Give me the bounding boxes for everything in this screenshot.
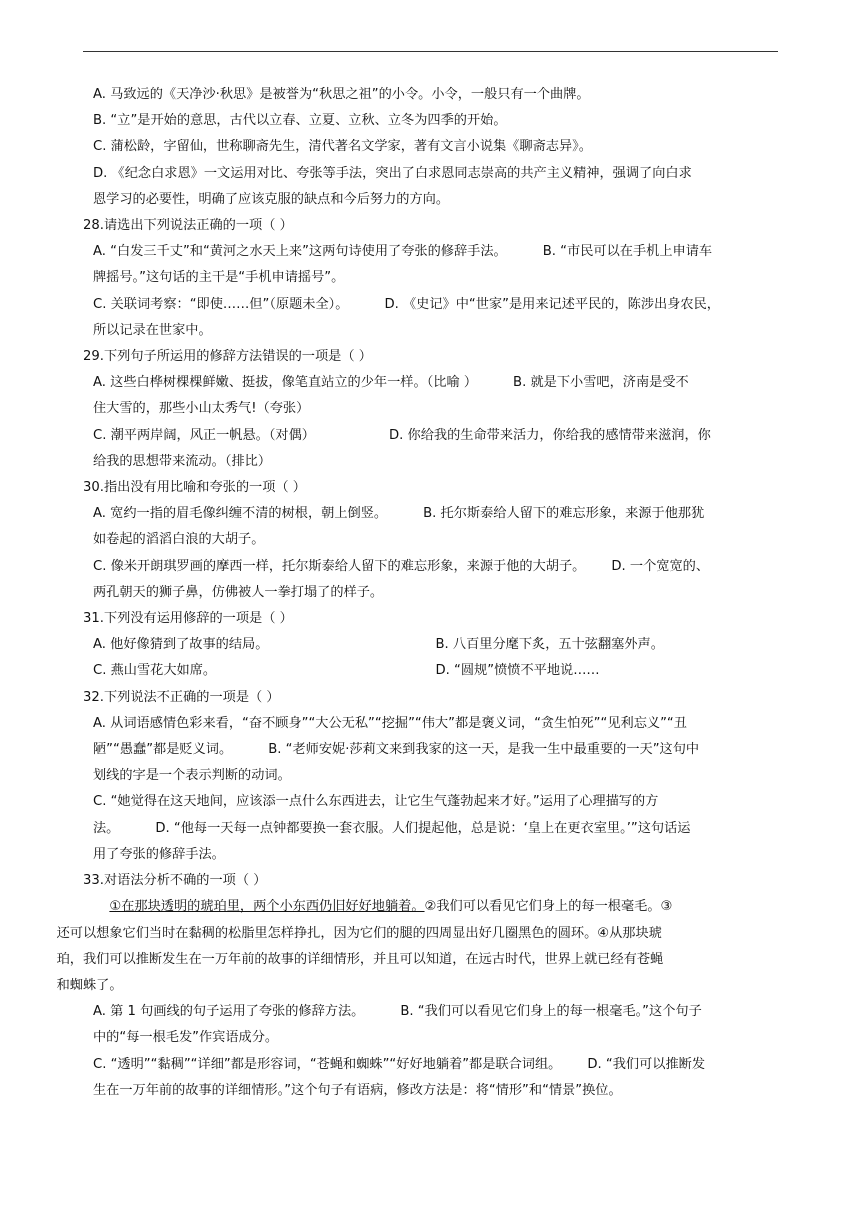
q32-option-b-end: 划线的字是一个表示判断的动词。 [93,768,291,784]
q29-option-b-start: B. 就是下小雪吧，济南是受不 [513,375,689,391]
q32-option-a-start: A. 从词语感情色彩来看，“奋不顾身”“大公无私”“挖掘”“伟大”都是褒义词，“贪生怕死”“见利忘义”“丑 [93,715,687,731]
q33-option-c: C. “透明”“黏稠”“详细”都是形容词，“苍蝇和蜘蛛”“好好地躺着”都是联合词组。 [93,1056,562,1072]
q31-stem: 31.下列没有运用修辞的一项是（ ） [83,611,293,627]
q31-option-d: D. “圆规”愤愤不平地说…… [435,663,600,679]
q27-option-d-line2: 恩学习的必要性，明确了应该克服的缺点和今后努力的方向。 [93,191,450,207]
q28-option-d-start: D. 《史记》中“世家”是用来记述平民的，陈涉出身农民， [384,296,720,312]
q32-option-c-start: C. “她觉得在这天地间，应该添一点什么东西进去，让它生气蓬勃起来才好。”运用了心理描写的方 [93,794,659,810]
q33-options-ab [83,999,778,1051]
q33-passage-underlined: ①在那块透明的琥珀里，两个小东西仍旧好好地躺着。 [109,899,425,915]
q27-option-d [83,161,778,213]
q33-option-a: A. 第 1 句画线的句子运用了夸张的修辞方法。 [93,1004,365,1020]
q28-option-a: A. “白发三千丈”和“黄河之水天上来”这两句诗使用了夸张的修辞手法。 [93,244,507,260]
q32-options-ab [83,711,778,790]
header-rule [83,51,778,52]
q29-options-cd [83,423,778,475]
document-body [56,82,778,1104]
q32-options-cd [83,789,778,868]
q28-option-b-start: B. “市民可以在手机上申请车 [542,244,713,260]
q31-options-ab [83,632,778,658]
q33-option-b-start: B. “我们可以看见它们身上的每一根毫毛。”这个句子 [400,1004,702,1020]
q32-option-a-end: 陋”“愚蠢”都是贬义词。 [93,742,233,758]
q29-stem: 29.下列句子所运用的修辞方法错误的一项是（ ） [83,349,372,365]
q30-option-d-start: D. 一个宽宽的、 [611,558,710,574]
q29-option-d-end: 给我的思想带来流动。（排比） [93,453,272,469]
q31-options-cd [83,658,778,684]
q27-option-c: C. 蒲松龄，字留仙，世称聊斋先生，清代著名文学家，著有文言小说集《聊斋志异》。 [93,139,592,155]
q33-passage-part2: 还可以想象它们当时在黏稠的松脂里怎样挣扎，因为它们的腿的四周显出好几圈黑色的圆环。④从那块琥 [56,925,662,941]
q33-passage [56,894,778,999]
q28-option-c: C. 关联词考察：“即使……但”（原题未全）。 [93,296,349,312]
q33-passage-part1: ②我们可以看见它们身上的每一根毫毛。③ [424,899,673,915]
q27-option-b: B. “立”是开始的意思，古代以立春、立夏、立秋、立冬为四季的开始。 [93,113,507,129]
q30-option-c: C. 像米开朗琪罗画的摩西一样，托尔斯泰给人留下的难忘形象，来源于他的大胡子。 [93,558,586,574]
q31-option-c: C. 燕山雪花大如席。 [93,663,217,679]
q28-option-b-end: 牌摇号。”这句话的主干是“手机申请摇号”。 [93,270,345,286]
q29-option-d-start: D. 你给我的生命带来活力，你给我的感情带来滋润，你 [389,427,711,443]
q32-option-d-start: D. “他每一天每一点钟都要换一套衣服。人们提起他，总是说：‘皇上在更衣室里。’”这句话运 [155,820,691,836]
q28-stem: 28.请选出下列说法正确的一项（ ） [83,218,293,234]
q32-stem: 32.下列说法不正确的一项是（ ） [83,689,280,705]
q33-option-d-end: 生在一万年前的故事的详细情形。”这个句子有语病，修改方法是：将“情形”和“情景”换位。 [93,1082,622,1098]
q32-option-b-start: B. “老师安妮·莎莉文来到我家的这一天，是我一生中最重要的一天”这句中 [268,742,700,758]
q31-option-a: A. 他好像猜到了故事的结局。 [93,637,269,653]
q32-option-d-end: 用了夸张的修辞手法。 [93,846,225,862]
q28-option-d-end: 所以记录在世家中。 [93,322,212,338]
q30-option-b-start: B. 托尔斯泰给人留下的难忘形象，来源于他那犹 [423,506,705,522]
q30-stem: 30.指出没有用比喻和夸张的一项（ ） [83,480,306,496]
q30-option-a: A. 宽约一指的眉毛像纠缠不清的树根，朝上倒竖。 [93,506,388,522]
q29-options-ab [83,370,778,422]
q29-option-c: C. 潮平两岸阔，风正一帆悬。（对偶） [93,427,315,443]
q33-option-b-end: 中的“每一根毛发”作宾语成分。 [93,1030,279,1046]
q33-option-d-start: D. “我们可以推断发 [587,1056,706,1072]
q33-stem: 33.对语法分析不确的一项（ ） [83,873,267,889]
q29-option-a: A. 这些白桦树棵棵鲜嫩、挺拔，像笔直站立的少年一样。（比喻 ） [93,375,478,391]
q30-option-d-end: 两孔朝天的狮子鼻，仿佛被人一拳打塌了的样子。 [93,584,384,600]
q28-options-ab [83,239,778,291]
q32-option-c-end: 法。 [93,820,120,836]
q33-passage-part4: 和蜘蛛了。 [56,977,123,993]
q30-option-b-end: 如卷起的滔滔白浪的大胡子。 [93,532,265,548]
q30-options-ab [83,501,778,553]
q27-option-a: A. 马致远的《天净沙·秋思》是被誉为“秋思之祖”的小令。小令，一般只有一个曲牌。 [93,87,590,102]
q28-options-cd [83,292,778,344]
q30-options-cd [83,554,778,606]
q27-option-d-line1: D. 《纪念白求恩》一文运用对比、夸张等手法，突出了白求恩同志崇高的共产主义精神，强调了向白求 [93,165,692,181]
q31-option-b: B. 八百里分麾下炙，五十弦翻塞外声。 [435,637,664,653]
q33-options-cd [83,1052,778,1104]
q33-passage-part3: 珀，我们可以推断发生在一万年前的故事的详细情形，并且可以知道，在远古时代，世界上就已经有苍蝇 [56,951,664,967]
q29-option-b-end: 住大雪的，那些小山太秀气!（夸张） [93,401,310,417]
